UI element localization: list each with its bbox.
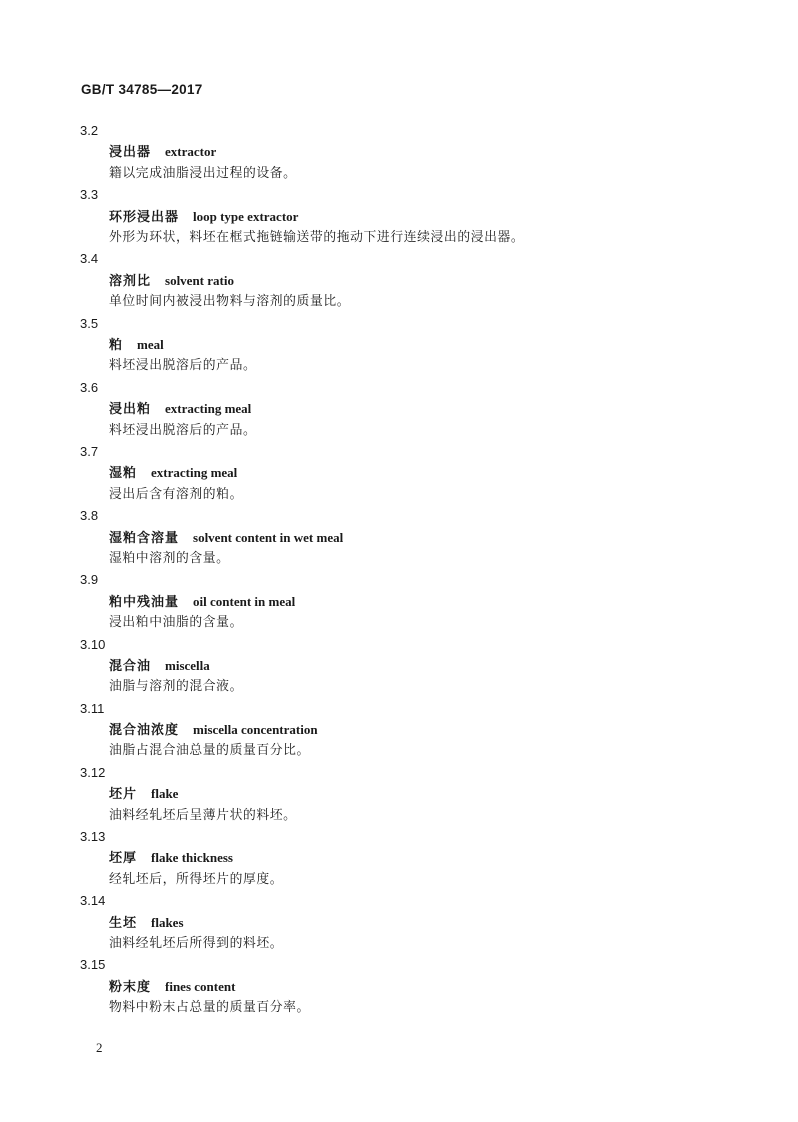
term-english: miscella concentration	[193, 722, 318, 738]
page-number: 2	[96, 1040, 103, 1055]
term-chinese: 混合油浓度	[109, 723, 180, 739]
term-english: oil content in meal	[193, 593, 296, 609]
term-number: 3.8	[80, 508, 99, 524]
term-title	[109, 783, 178, 804]
term-number: 3.12	[80, 764, 106, 780]
term-chinese: 坯片	[109, 787, 138, 803]
term-definition: 单位时间内被浸出物料与溶剂的质量比。	[109, 294, 351, 310]
term-definition: 料坯浸出脱溶后的产品。	[109, 358, 257, 374]
term-title	[109, 591, 295, 612]
term-english: miscella	[165, 657, 210, 673]
term-title	[109, 527, 343, 548]
term-3-9	[0, 569, 798, 633]
term-definition: 油料经轧坯后呈薄片状的料坯。	[109, 807, 297, 823]
term-title	[109, 719, 318, 740]
term-number: 3.6	[80, 379, 99, 395]
term-title	[109, 141, 216, 162]
term-definition: 湿粕中溶剂的含量。	[109, 550, 230, 566]
term-3-3	[0, 184, 798, 248]
term-title	[109, 912, 184, 933]
term-number: 3.13	[80, 829, 106, 845]
term-english: solvent content in wet meal	[193, 529, 344, 545]
term-title	[109, 206, 298, 227]
term-number: 3.14	[80, 893, 106, 909]
term-number: 3.3	[80, 187, 99, 203]
term-chinese: 环形浸出器	[109, 209, 180, 225]
term-english: flake thickness	[151, 850, 233, 866]
term-3-2	[0, 120, 798, 184]
term-3-5	[0, 313, 798, 377]
term-english: extracting meal	[165, 401, 252, 417]
term-title	[109, 655, 210, 676]
term-number: 3.10	[80, 636, 106, 652]
term-title	[109, 976, 235, 997]
term-3-7	[0, 441, 798, 505]
term-definition: 经轧坯后，所得坯片的厚度。	[109, 871, 284, 887]
term-chinese: 湿粕	[109, 466, 138, 482]
term-number: 3.2	[80, 123, 99, 138]
term-title	[109, 398, 251, 419]
term-definition: 外形为环状，料坯在框式拖链输送带的拖动下进行连续浸出的浸出器。	[109, 229, 525, 245]
term-definition: 料坯浸出脱溶后的产品。	[109, 422, 257, 438]
term-3-6	[0, 377, 798, 441]
term-title	[109, 270, 234, 291]
term-english: solvent ratio	[165, 272, 234, 288]
term-number: 3.9	[80, 572, 99, 588]
term-chinese: 粕中残油量	[109, 594, 180, 610]
term-3-4	[0, 248, 798, 312]
term-3-13	[0, 826, 798, 890]
term-chinese: 浸出器	[109, 145, 152, 161]
term-english: flake	[151, 786, 179, 802]
term-3-8	[0, 505, 798, 569]
term-number: 3.7	[80, 443, 99, 459]
term-english: loop type extractor	[193, 208, 299, 224]
term-title	[109, 334, 164, 355]
terms-list	[0, 120, 798, 1019]
term-number: 3.4	[80, 251, 99, 267]
term-chinese: 湿粕含溶量	[109, 530, 180, 546]
term-definition: 浸出粕中油脂的含量。	[109, 615, 243, 631]
term-3-10	[0, 634, 798, 698]
term-3-14	[0, 890, 798, 954]
term-english: flakes	[151, 914, 184, 930]
term-3-15	[0, 954, 798, 1018]
term-definition: 油料经轧坯后所得到的料坯。	[109, 936, 284, 952]
term-english: extracting meal	[151, 465, 238, 481]
term-chinese: 坯厚	[109, 851, 138, 867]
term-definition: 籍以完成油脂浸出过程的设备。	[109, 165, 297, 181]
term-definition: 浸出后含有溶剂的粕。	[109, 486, 243, 502]
term-chinese: 浸出粕	[109, 402, 152, 418]
term-chinese: 粉末度	[109, 979, 152, 995]
term-title	[109, 847, 233, 868]
term-number: 3.15	[80, 957, 106, 973]
term-english: meal	[137, 336, 164, 352]
term-definition: 油脂占混合油总量的质量百分比。	[109, 743, 310, 759]
term-number: 3.5	[80, 315, 99, 331]
term-title	[109, 462, 237, 483]
term-definition: 物料中粉末占总量的质量百分率。	[109, 1000, 310, 1016]
term-chinese: 生坯	[109, 915, 138, 931]
term-english: fines content	[165, 978, 236, 994]
term-3-12	[0, 762, 798, 826]
document-header: GB/T 34785—2017	[81, 82, 203, 97]
term-definition: 油脂与溶剂的混合液。	[109, 679, 243, 695]
term-chinese: 混合油	[109, 658, 152, 674]
term-chinese: 粕	[109, 337, 124, 353]
term-english: extractor	[165, 144, 217, 160]
term-3-11	[0, 698, 798, 762]
term-number: 3.11	[80, 700, 105, 716]
term-chinese: 溶剂比	[109, 273, 152, 289]
